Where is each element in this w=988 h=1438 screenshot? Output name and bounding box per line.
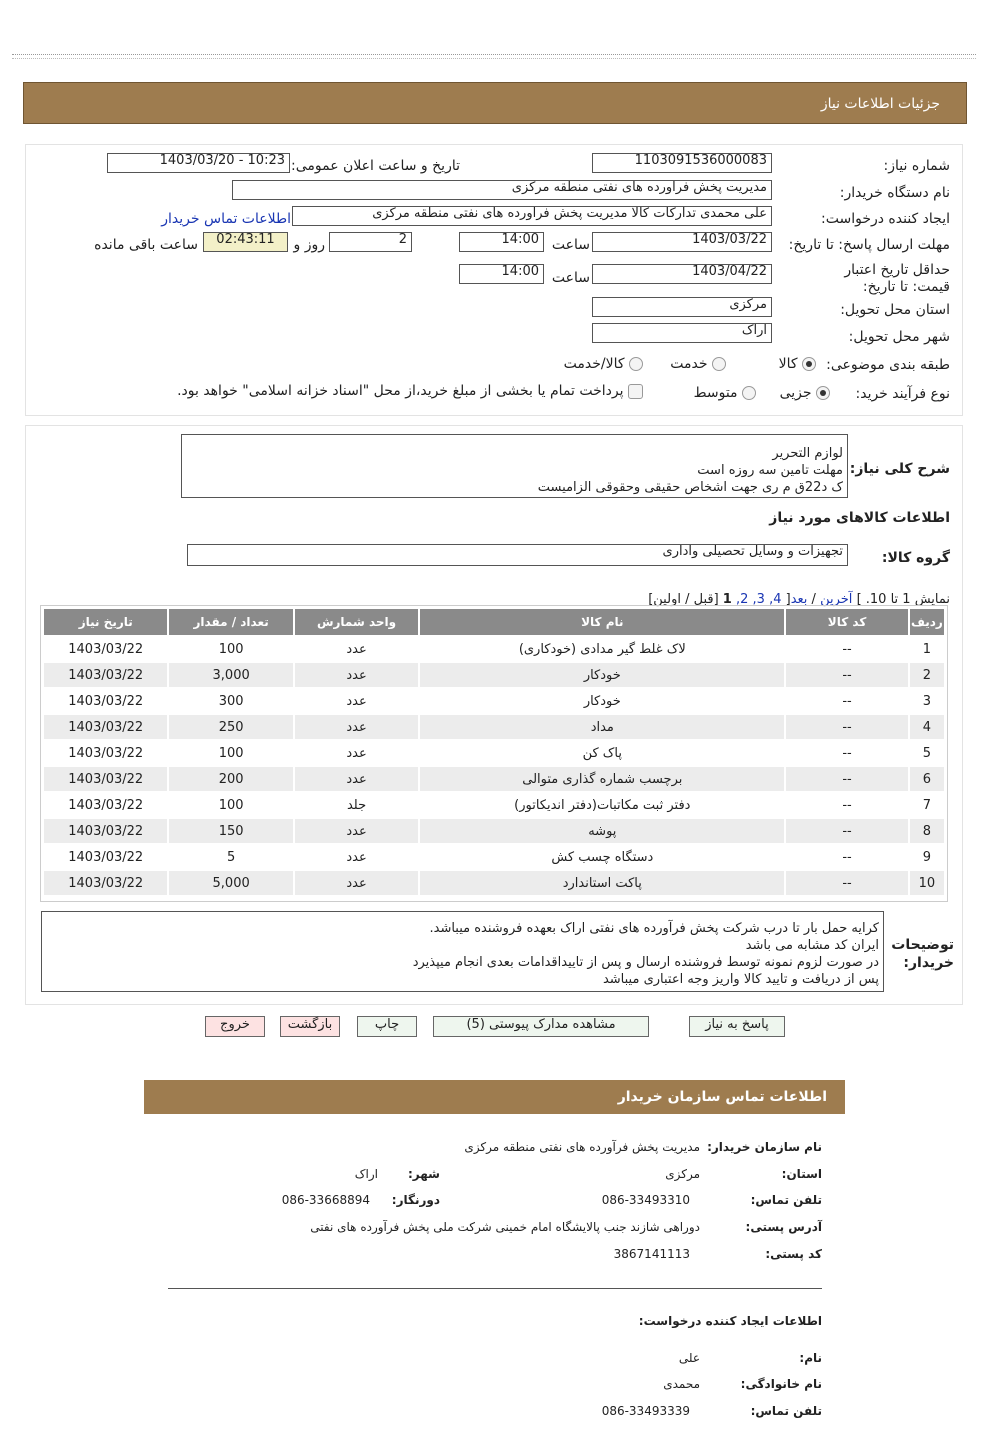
table-row (44, 767, 944, 791)
cell-goods-name: دفتر ثبت مکاتبات(دفتر اندیکاتور) (420, 793, 784, 817)
table-row (44, 689, 944, 713)
cell-goods-name: خودکار (420, 663, 784, 687)
print-button[interactable]: چاپ (357, 1016, 417, 1037)
process-option-minor[interactable]: جزیی (780, 385, 830, 401)
cell-row-number: 9 (910, 845, 944, 869)
contact-province-label: استان: (781, 1167, 822, 1181)
cell-row-number: 6 (910, 767, 944, 791)
contact-city-value: اراک (354, 1167, 378, 1181)
deadline-time-label: ساعت (551, 237, 590, 253)
cell-row-number: 3 (910, 689, 944, 713)
cell-unit: عدد (295, 715, 418, 739)
table-row (44, 819, 944, 843)
top-divider (12, 54, 976, 55)
cell-need-date: 1403/03/22 (44, 793, 167, 817)
category-option-goods-service[interactable]: کالا/خدمت (564, 356, 643, 372)
goods-info-title: اطلاعات کالاهای مورد نیاز (769, 510, 950, 526)
contact-address-label: آدرس پستی: (745, 1220, 822, 1234)
cell-row-number: 4 (910, 715, 944, 739)
validity-date-field: 1403/04/22 (592, 264, 772, 284)
cell-need-date: 1403/03/22 (44, 767, 167, 791)
reply-button[interactable]: پاسخ به نیاز (689, 1016, 785, 1037)
table-row (44, 637, 944, 661)
col-code: کد کالا (786, 609, 907, 635)
cell-unit: جلد (295, 793, 418, 817)
cell-goods-code: -- (786, 689, 907, 713)
category-option-service[interactable]: خدمت (670, 356, 726, 372)
table-row (44, 871, 944, 895)
goods-table (42, 607, 946, 897)
cell-row-number: 5 (910, 741, 944, 765)
creator-info-title: اطلاعات ایجاد کننده درخواست: (638, 1314, 822, 1328)
cell-quantity: 100 (169, 637, 292, 661)
contact-phone-label: تلفن تماس: (750, 1193, 822, 1207)
col-name: نام کالا (420, 609, 784, 635)
contact-section-header (144, 1080, 845, 1114)
radio-selected-icon[interactable] (816, 386, 830, 400)
cell-goods-code: -- (786, 741, 907, 765)
pagination-next-link[interactable]: بعد (790, 592, 808, 607)
cell-unit: عدد (295, 819, 418, 843)
cell-quantity: 150 (169, 819, 292, 843)
creator-phone-label: تلفن تماس: (750, 1404, 822, 1418)
contact-org-label: نام سازمان خریدار: (707, 1140, 822, 1154)
contact-fax-label: دورنگار: (391, 1193, 440, 1207)
cell-quantity: 5,000 (169, 871, 292, 895)
table-row (44, 663, 944, 687)
goods-table-header (44, 609, 944, 635)
cell-quantity: 100 (169, 793, 292, 817)
contact-phone-value: 086-33493310 (601, 1193, 690, 1207)
goods-table-body (44, 637, 944, 895)
radio-icon[interactable] (629, 357, 643, 371)
process-option-medium[interactable]: متوسط (694, 385, 756, 401)
treasury-payment-option[interactable]: پرداخت تمام یا بخشی از مبلغ خرید،از محل "اسناد خزانه اسلامی" خواهد بود. (177, 383, 643, 399)
province-field: مرکزی (592, 297, 772, 317)
cell-quantity: 200 (169, 767, 292, 791)
exit-button[interactable]: خروج (205, 1016, 265, 1037)
cell-row-number: 7 (910, 793, 944, 817)
cell-goods-code: -- (786, 871, 907, 895)
cell-goods-code: -- (786, 793, 907, 817)
validity-time-field: 14:00 (459, 264, 544, 284)
contact-org-value: مدیریت پخش فرآورده های نفتی منطقه مرکزی (464, 1140, 700, 1154)
creator-field: علی محمدی تدارکات کالا مدیریت پخش فرآورده های نفتی منطقه مرکزی (292, 206, 772, 226)
cell-goods-code: -- (786, 845, 907, 869)
cell-row-number: 2 (910, 663, 944, 687)
pagination-current: 1 (722, 592, 732, 607)
col-qty: تعداد / مقدار (169, 609, 292, 635)
col-row: ردیف (910, 609, 944, 635)
cell-quantity: 250 (169, 715, 292, 739)
cell-goods-name: مداد (420, 715, 784, 739)
cell-unit: عدد (295, 741, 418, 765)
buyer-org-label: نام دستگاه خریدار: (839, 185, 950, 201)
buyer-org-field: مدیریت پخش فرآورده های نفتی منطقه مرکزی (232, 180, 772, 200)
cell-goods-code: -- (786, 715, 907, 739)
remaining-time-field: 02:43:11 (203, 232, 288, 252)
col-unit: واحد شمارش (295, 609, 418, 635)
city-field: اراک (592, 323, 772, 343)
days-field: 2 (329, 232, 412, 252)
cell-goods-name: پوشه (420, 819, 784, 843)
cell-need-date: 1403/03/22 (44, 741, 167, 765)
radio-icon[interactable] (712, 357, 726, 371)
cell-row-number: 8 (910, 819, 944, 843)
cell-goods-code: -- (786, 637, 907, 661)
deadline-time-field: 14:00 (459, 232, 544, 252)
cell-unit: عدد (295, 871, 418, 895)
table-row (44, 741, 944, 765)
contact-postal-label: کد پستی: (765, 1247, 822, 1261)
deadline-date-field: 1403/03/22 (592, 232, 772, 252)
cell-goods-name: دستگاه چسب کش (420, 845, 784, 869)
validity-time-label: ساعت (551, 270, 590, 286)
radio-icon[interactable] (742, 386, 756, 400)
cell-need-date: 1403/03/22 (44, 715, 167, 739)
contact-address-value: دوراهی شازند جنب پالایشگاه امام خمینی شرکت ملی پخش فرآورده های نفتی (310, 1220, 700, 1234)
summary-label: شرح کلی نیاز: (849, 461, 950, 477)
contact-section-title: اطلاعات تماس سازمان خریدار (617, 1089, 827, 1105)
cell-need-date: 1403/03/22 (44, 637, 167, 661)
process-label: نوع فرآیند خرید: (855, 386, 950, 402)
contact-city-label: شهر: (408, 1167, 440, 1181)
cell-unit: عدد (295, 663, 418, 687)
need-number-label: شماره نیاز: (883, 158, 950, 174)
contact-divider (168, 1288, 822, 1289)
cell-goods-code: -- (786, 819, 907, 843)
creator-name-value: علی (678, 1351, 700, 1365)
cell-row-number: 1 (910, 637, 944, 661)
radio-selected-icon[interactable] (802, 357, 816, 371)
cell-goods-name: لاک غلط گیر مدادی (خودکاری) (420, 637, 784, 661)
cell-goods-name: پاک کن (420, 741, 784, 765)
category-option-goods[interactable]: کالا (779, 356, 816, 372)
cell-need-date: 1403/03/22 (44, 819, 167, 843)
cell-goods-name: برچسب شماره گذاری متوالی (420, 767, 784, 791)
checkbox-icon[interactable] (628, 384, 643, 399)
attachments-button[interactable]: مشاهده مدارک پیوستی (5) (433, 1016, 649, 1037)
creator-name-label: نام: (799, 1351, 822, 1365)
cell-need-date: 1403/03/22 (44, 663, 167, 687)
contact-postal-value: 3867141113 (613, 1247, 690, 1261)
cell-goods-code: -- (786, 767, 907, 791)
need-number-field: 1103091536000083 (592, 153, 772, 173)
announce-label: تاریخ و ساعت اعلان عمومی: (291, 158, 460, 174)
top-divider-2 (12, 58, 976, 59)
cell-need-date: 1403/03/22 (44, 689, 167, 713)
summary-description: لوازم التحریر مهلت تامین سه روزه است ک د22ق م ری جهت اشخاص حقیقی وحقوقی الزامیست (181, 434, 848, 498)
cell-unit: عدد (295, 689, 418, 713)
cell-goods-name: خودکار (420, 689, 784, 713)
days-label: روز و (293, 237, 325, 253)
cell-row-number: 10 (910, 871, 944, 895)
cell-goods-code: -- (786, 663, 907, 687)
back-button[interactable]: بازگشت (280, 1016, 340, 1037)
page-header (23, 82, 967, 124)
deadline-label: مهلت ارسال پاسخ: تا تاریخ: (788, 237, 950, 253)
col-date: تاریخ نیاز (44, 609, 167, 635)
table-row (44, 793, 944, 817)
cell-quantity: 3,000 (169, 663, 292, 687)
pagination: نمایش 1 تا 10. ] آخرین / بعد[ 4, 3, 2, 1 [قبل / اولین] (648, 592, 950, 607)
cell-unit: عدد (295, 637, 418, 661)
goods-table-container (40, 605, 948, 902)
cell-need-date: 1403/03/22 (44, 871, 167, 895)
cell-goods-name: پاکت استاندارد (420, 871, 784, 895)
remaining-time-label: ساعت باقی مانده (94, 237, 198, 253)
cell-quantity: 300 (169, 689, 292, 713)
creator-family-value: محمدی (663, 1377, 700, 1391)
announce-field: 1403/03/20 - 10:23 (107, 153, 290, 173)
goods-group-field: تجهیزات و وسایل تحصیلی واداری (187, 544, 848, 566)
contact-fax-value: 086-33668894 (281, 1193, 370, 1207)
cell-quantity: 100 (169, 741, 292, 765)
creator-phone-value: 086-33493339 (601, 1404, 690, 1418)
goods-group-label: گروه کالا: (881, 550, 950, 566)
buyer-notes: کرایه حمل بار تا درب شرکت پخش فرآورده های نفتی اراک بعهده فروشنده میباشد. ایران کد مشابه می باشد در صورت لزوم نمونه توسط فروشنده ارسال و پس از تاییداقدامات بعدی انجام میپذیرد پس از دریافت و تایید کالا واریز وجه اعتباری میباشد (41, 911, 884, 992)
cell-unit: عدد (295, 845, 418, 869)
creator-label: ایجاد کننده درخواست: (821, 211, 950, 227)
cell-need-date: 1403/03/22 (44, 845, 167, 869)
page-title: جزئیات اطلاعات نیاز (820, 96, 940, 112)
buyer-notes-label: توضیحات خریدار: (891, 937, 954, 971)
category-label: طبقه بندی موضوعی: (826, 357, 950, 373)
table-row (44, 715, 944, 739)
province-label: استان محل تحویل: (840, 302, 950, 318)
cell-quantity: 5 (169, 845, 292, 869)
buyer-contact-link[interactable]: اطلاعات تماس خریدار (161, 211, 291, 227)
city-label: شهر محل تحویل: (848, 329, 950, 345)
creator-family-label: نام خانوادگی: (740, 1377, 822, 1391)
cell-unit: عدد (295, 767, 418, 791)
validity-label: حداقل تاریخ اعتبار قیمت: تا تاریخ: (844, 262, 950, 295)
pagination-pages[interactable]: 4, 3, 2, (731, 592, 782, 607)
pagination-last-link[interactable]: آخرین (820, 592, 853, 607)
table-row (44, 845, 944, 869)
contact-province-value: مرکزی (665, 1167, 700, 1181)
